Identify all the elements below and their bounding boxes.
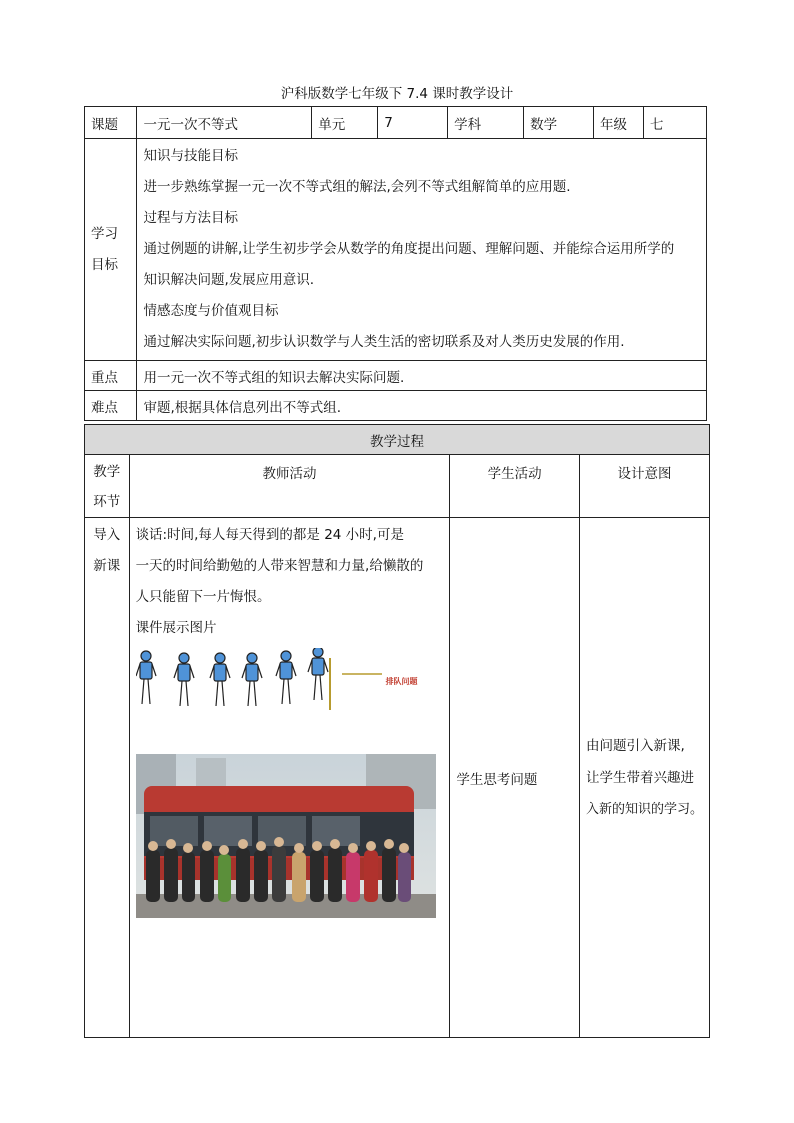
teacher-text-line: 一天的时间给勤勉的人带来智慧和力量,给懒散的 [135, 558, 424, 574]
col-stage-header [85, 455, 130, 518]
goals-label [85, 139, 137, 361]
goal-text: 通过例题的讲解,让学生初步学会从数学的角度提出问题、理解问题、并能综合运用所学的 [143, 241, 675, 257]
teacher-activity-cell [129, 518, 450, 1038]
col-student-header: 学生活动 [450, 455, 580, 518]
process-header: 教学过程 [85, 425, 710, 455]
goals-content [137, 139, 707, 361]
subject-value: 数学 [524, 107, 594, 139]
unit-label: 单元 [312, 107, 378, 139]
goal-heading-attitude: 情感态度与价值观目标 [143, 303, 279, 319]
goal-text: 知识解决问题,发展应用意识. [143, 272, 315, 288]
goals-label-line-2: 目标 [91, 256, 118, 273]
key-point-value: 用一元一次不等式组的知识去解决实际问题. [137, 361, 707, 391]
stick-figure [276, 651, 296, 704]
col-teacher-header: 教师活动 [129, 455, 450, 518]
bus-queue-photo [136, 754, 436, 918]
queue-illustration [136, 654, 444, 716]
stage-cell [85, 518, 130, 1038]
stage-line-1: 导入 [93, 527, 121, 543]
subject-label: 学科 [448, 107, 524, 139]
goal-heading-process: 过程与方法目标 [143, 210, 238, 226]
goal-text: 通过解决实际问题,初步认识数学与人类生活的密切联系及对人类历史发展的作用. [143, 334, 625, 350]
design-purpose-cell [579, 518, 709, 1038]
difficulty-label: 难点 [85, 391, 137, 421]
stick-figure [210, 653, 230, 706]
course-info-table [84, 106, 707, 421]
col-stage-line-2: 环节 [93, 494, 121, 510]
goals-label-line-1: 学习 [91, 225, 118, 242]
topic-label: 课题 [85, 107, 137, 139]
teacher-text-line: 课件展示图片 [135, 620, 217, 636]
unit-value: 7 [378, 107, 448, 139]
purpose-line: 由问题引入新课, [585, 737, 685, 754]
grade-value: 七 [643, 107, 706, 139]
grade-label: 年级 [594, 107, 644, 139]
queue-problem-label: 排队问题 [385, 677, 418, 686]
teacher-text-line: 人只能留下一片悔恨。 [135, 589, 271, 605]
goal-heading-knowledge: 知识与技能目标 [143, 148, 238, 164]
col-stage-line-1: 教学 [93, 464, 121, 480]
topic-value: 一元一次不等式 [137, 107, 312, 139]
difficulty-value: 审题,根据具体信息列出不等式组. [137, 391, 707, 421]
purpose-line: 让学生带着兴趣进 [585, 769, 694, 786]
teaching-process-table [84, 424, 710, 1038]
stick-figure [174, 653, 194, 706]
stick-figure [136, 651, 156, 704]
col-purpose-header: 设计意图 [579, 455, 709, 518]
key-point-label: 重点 [85, 361, 137, 391]
stick-figure [242, 653, 262, 706]
stage-line-2: 新课 [93, 558, 121, 574]
document-title: 沪科版数学七年级下 7.4 课时教学设计 [280, 86, 514, 102]
student-activity-cell: 学生思考问题 [450, 518, 580, 1038]
teacher-text-line: 谈话:时间,每人每天得到的都是 24 小时,可是 [135, 527, 404, 543]
stick-figure [308, 648, 328, 700]
purpose-line: 入新的知识的学习。 [585, 801, 703, 817]
goal-text: 进一步熟练掌握一元一次不等式组的解法,会列不等式组解简单的应用题. [143, 179, 571, 195]
